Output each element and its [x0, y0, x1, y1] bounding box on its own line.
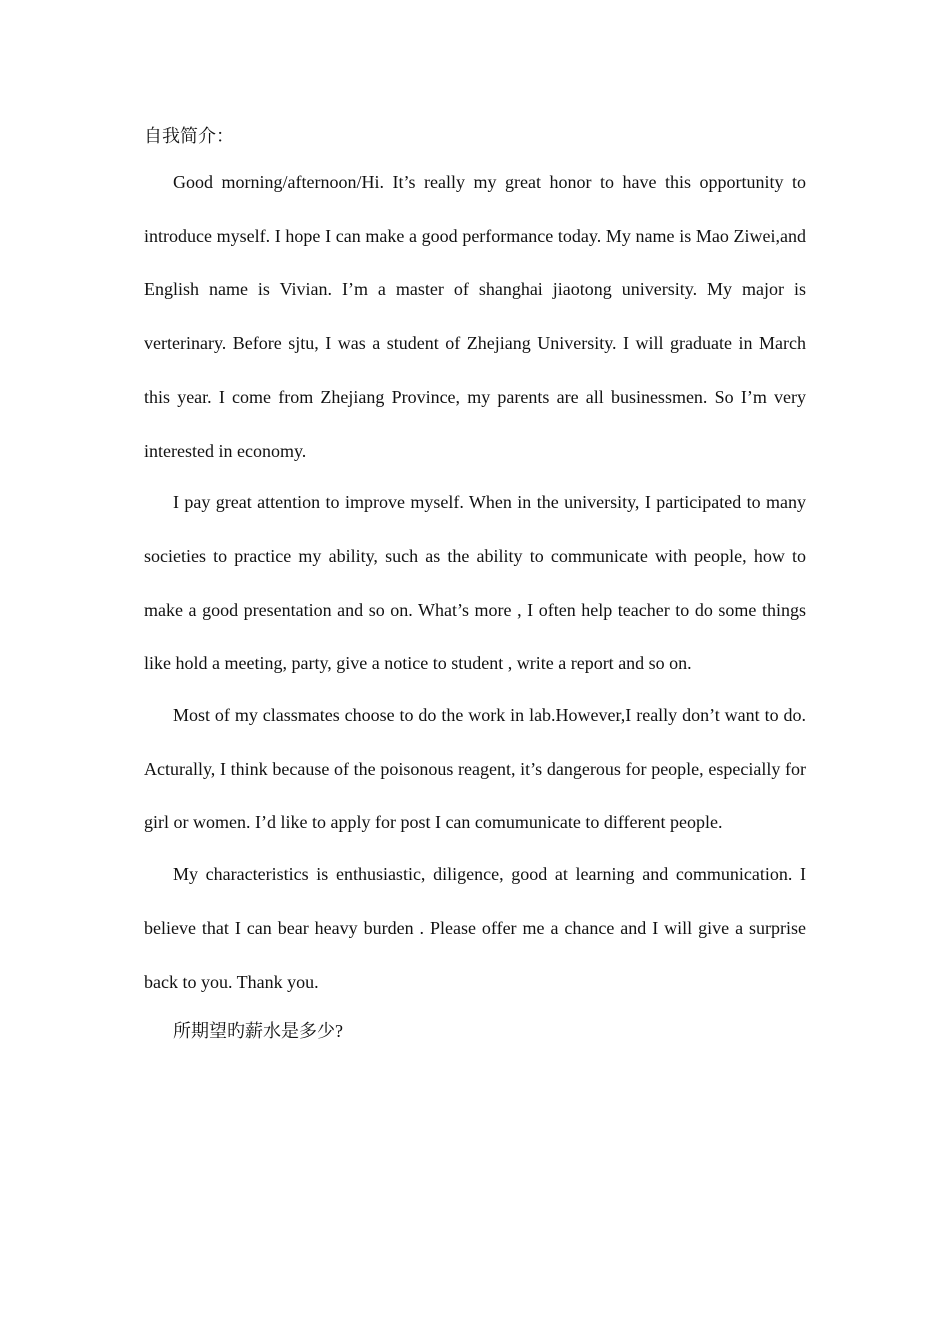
document-body [144, 114, 806, 1053]
paragraph-self-improvement: I pay great attention to improve myself. When in the university, I participated to many societies to practice my ability, such as the ability to communicate with people, how to make a good presentation and so on. What’s more , I often help teacher to do some things like hold a meeting, party, give a notice to student , write a report and so on. [144, 492, 806, 674]
salary-question: 所期望旳薪水是多少? [173, 1021, 343, 1042]
paragraph-introduction: Good morning/afternoon/Hi. It’s really my great honor to have this opportunity to introduce myself. I hope I can make a good performance today. My name is Mao Ziwei,and English name is Vivian. I’m a master of shanghai jiaotong university. My major is verterinary. Before sjtu, I was a student of Zhejiang University. I will graduate in March this year. I come from Zhejiang Province, my parents are all businessmen. So I’m very interested in economy. [144, 172, 806, 461]
paragraph-characteristics: My characteristics is enthusiastic, diligence, good at learning and communication. I believe that I can bear heavy burden . Please offer me a chance and I will give a surprise back to you. Thank you. [144, 864, 806, 992]
section-heading: 自我简介： [144, 126, 234, 146]
paragraph-work-preference: Most of my classmates choose to do the work in lab.However,I really don’t want to do. Acturally, I think because of the poisonous reagent, it’s dangerous for people, especially for girl or women. I’d like to apply for post I can comumunicate to different people. [144, 705, 806, 833]
